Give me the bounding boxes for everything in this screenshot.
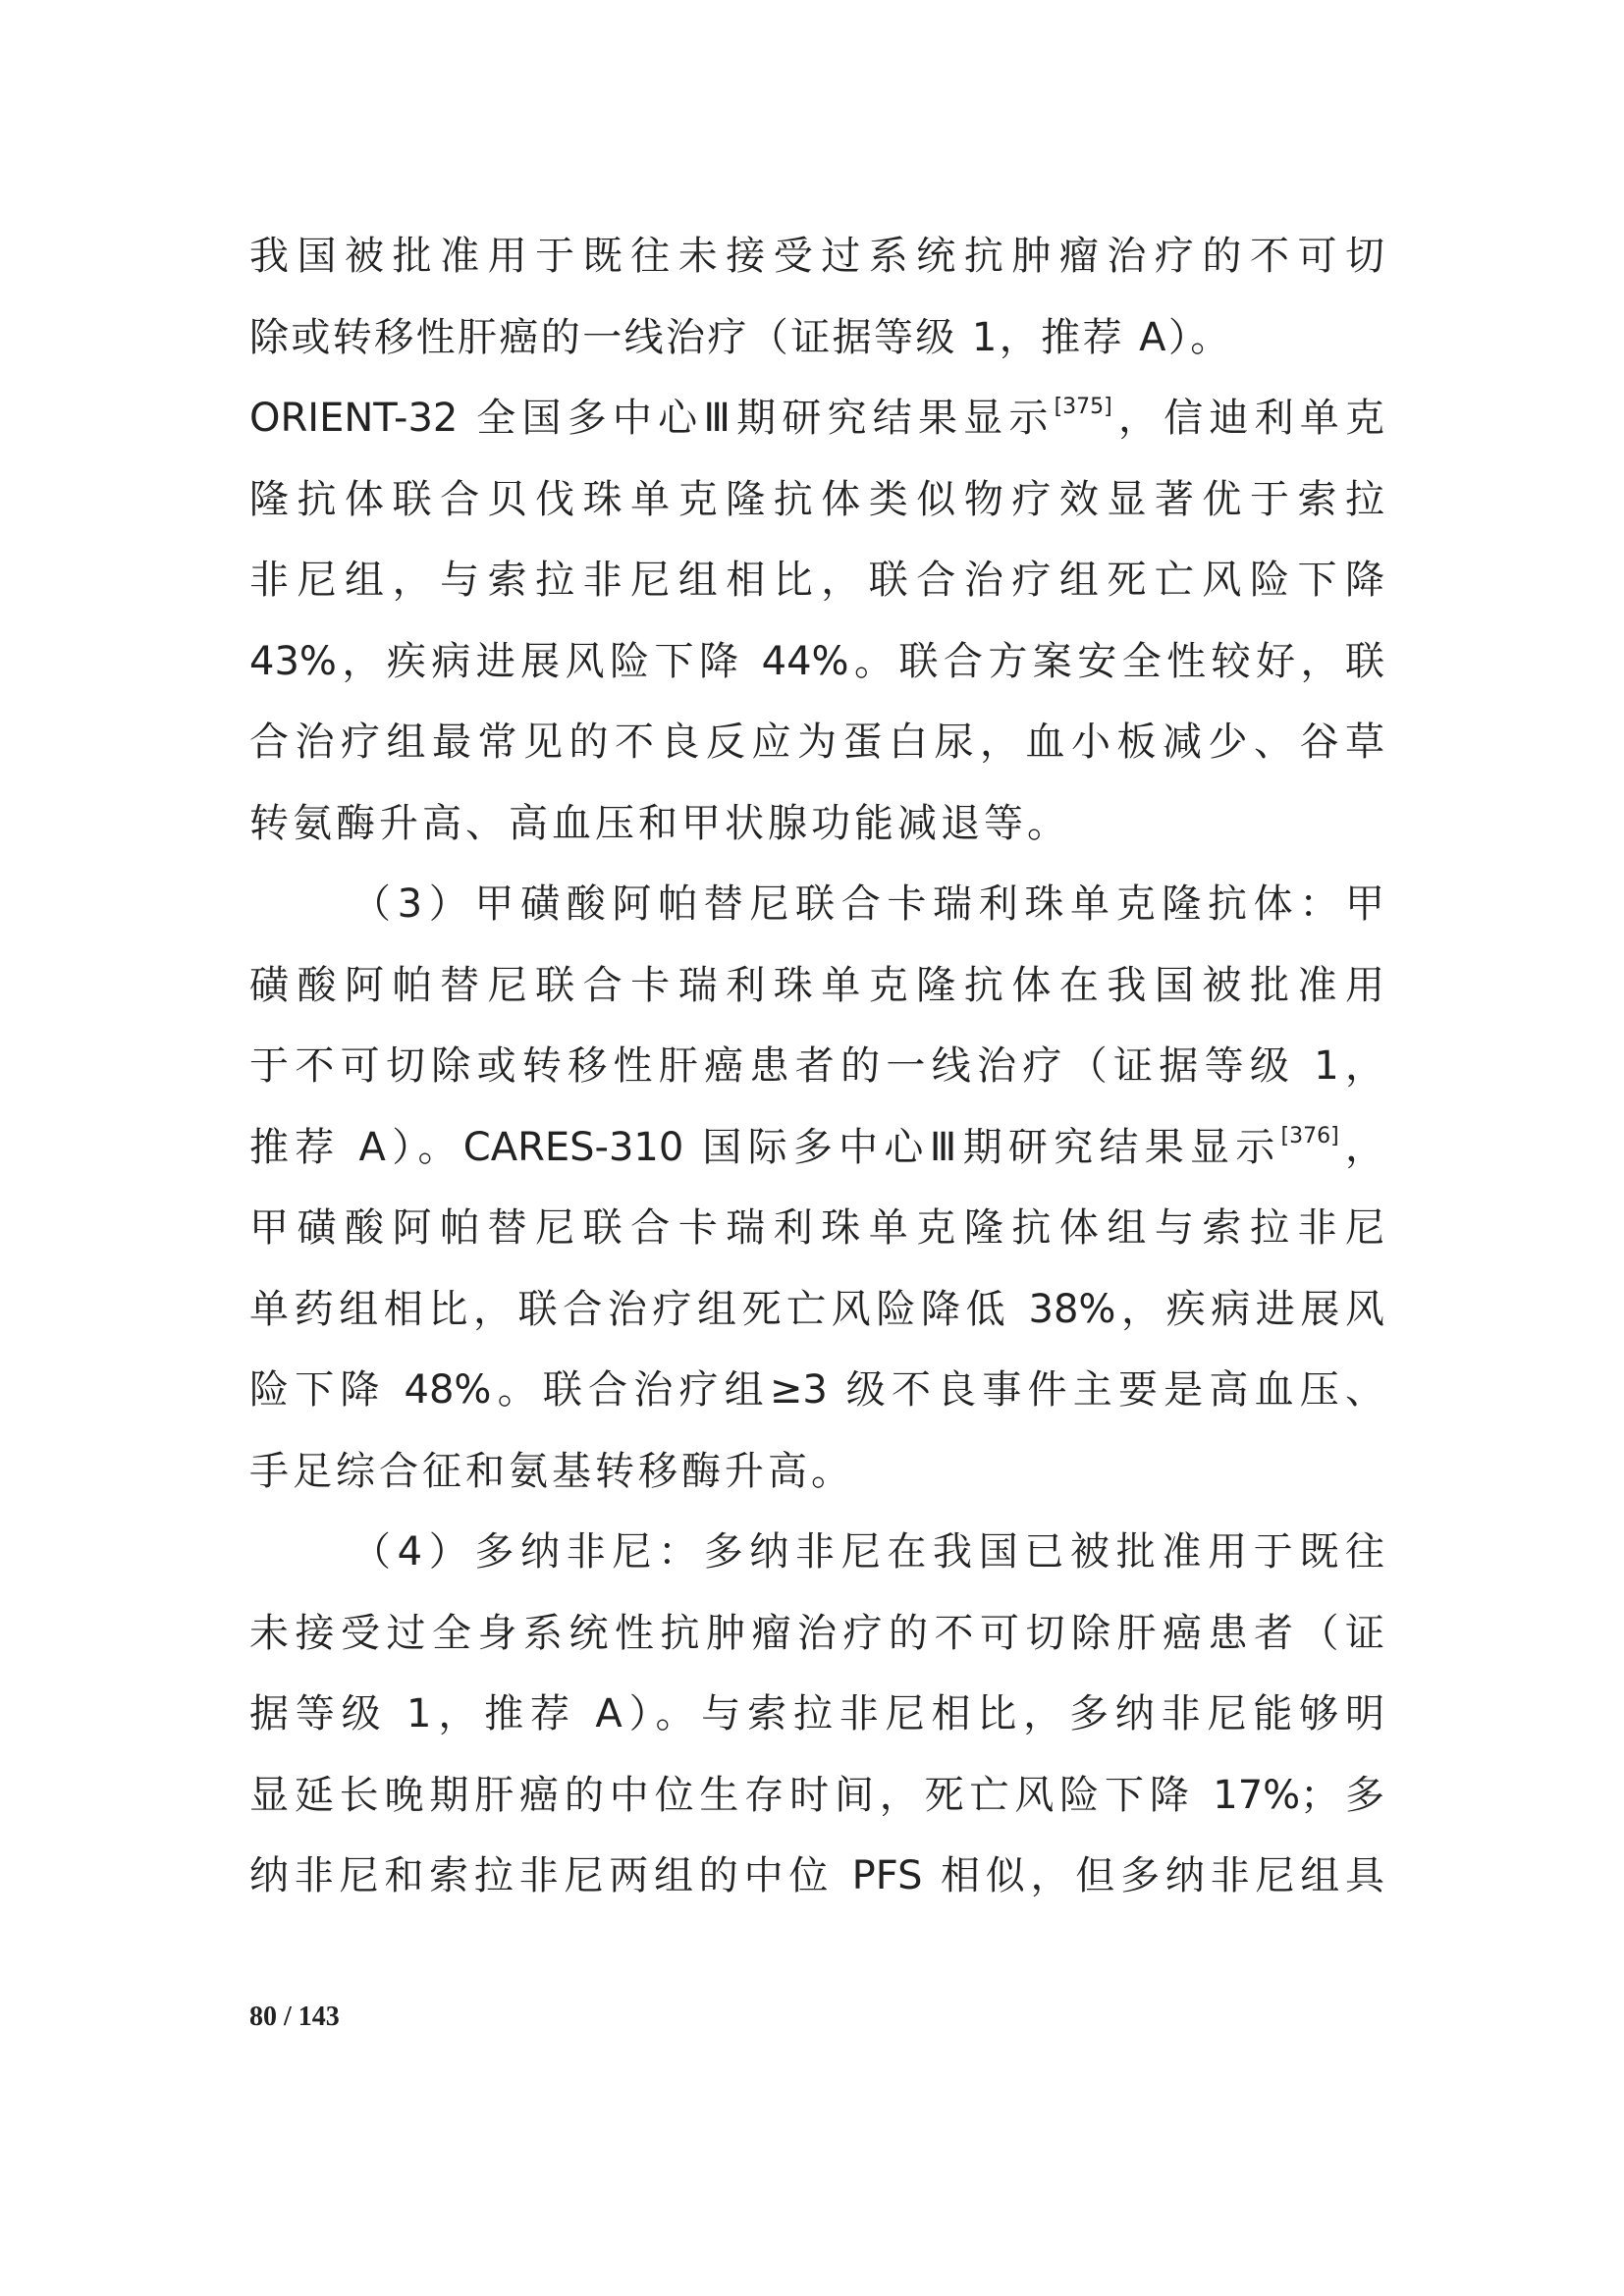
body-text bbox=[249, 216, 1384, 1917]
text-line bbox=[249, 1107, 1384, 1189]
citation-ref: [376] bbox=[1280, 1123, 1339, 1148]
text-line: 我国被批准用于既往未接受过系统抗肿瘤治疗的不可切 bbox=[249, 234, 1384, 279]
text-line: 转氨酶升高、高血压和甲状腺功能减退等。 bbox=[249, 800, 1070, 846]
text-line: 磺酸阿帕替尼联合卡瑞利珠单克隆抗体在我国被批准用 bbox=[249, 962, 1384, 1008]
text-line: 除或转移性肝癌的一线治疗（证据等级 1，推荐 A）。 bbox=[249, 314, 1232, 360]
line-text: ，信迪利单克 bbox=[1111, 396, 1384, 441]
text-line: 甲磺酸阿帕替尼联合卡瑞利珠单克隆抗体组与索拉非尼 bbox=[249, 1205, 1384, 1251]
text-line: 于不可切除或转移性肝癌患者的一线治疗（证据等级 1， bbox=[249, 1043, 1384, 1089]
text-line: 43%，疾病进展风险下降 44%。联合方案安全性较好，联 bbox=[249, 638, 1384, 684]
text-line: 非尼组，与索拉非尼组相比，联合治疗组死亡风险下降 bbox=[249, 558, 1384, 603]
text-line: 单药组相比，联合治疗组死亡风险降低 38%，疾病进展风 bbox=[249, 1286, 1384, 1332]
paragraph-start-line: （4）多纳非尼：多纳非尼在我国已被批准用于既往 bbox=[352, 1529, 1384, 1575]
text-line: 未接受过全身系统性抗肿瘤治疗的不可切除肝癌患者（证 bbox=[249, 1610, 1384, 1656]
page-number: 80 / 143 bbox=[249, 2002, 340, 2032]
text-line: 隆抗体联合贝伐珠单克隆抗体类似物疗效显著优于索拉 bbox=[249, 476, 1384, 522]
text-line bbox=[249, 378, 1384, 459]
paragraph-start-line: （3）甲磺酸阿帕替尼联合卡瑞利珠单克隆抗体：甲 bbox=[352, 881, 1384, 927]
text-line: 据等级 1，推荐 A）。与索拉非尼相比，多纳非尼能够明 bbox=[249, 1691, 1384, 1736]
text-line: 险下降 48%。联合治疗组≥3 级不良事件主要是高血压、 bbox=[249, 1367, 1384, 1413]
text-line: 合治疗组最常见的不良反应为蛋白尿，血小板减少、谷草 bbox=[249, 720, 1384, 765]
text-line: 显延长晚期肝癌的中位生存时间，死亡风险下降 17%；多 bbox=[249, 1772, 1384, 1818]
text-line: 纳非尼和索拉非尼两组的中位 PFS 相似，但多纳非尼组具 bbox=[249, 1853, 1384, 1898]
citation-ref: [375] bbox=[1054, 395, 1112, 419]
text-line: 手足综合征和氨基转移酶升高。 bbox=[249, 1448, 854, 1494]
line-text: ， bbox=[1338, 1124, 1384, 1170]
line-text: 推荐 A）。CARES-310 国际多中心Ⅲ期研究结果显示 bbox=[249, 1124, 1281, 1170]
line-text: ORIENT-32 全国多中心Ⅲ期研究结果显示 bbox=[249, 396, 1055, 441]
